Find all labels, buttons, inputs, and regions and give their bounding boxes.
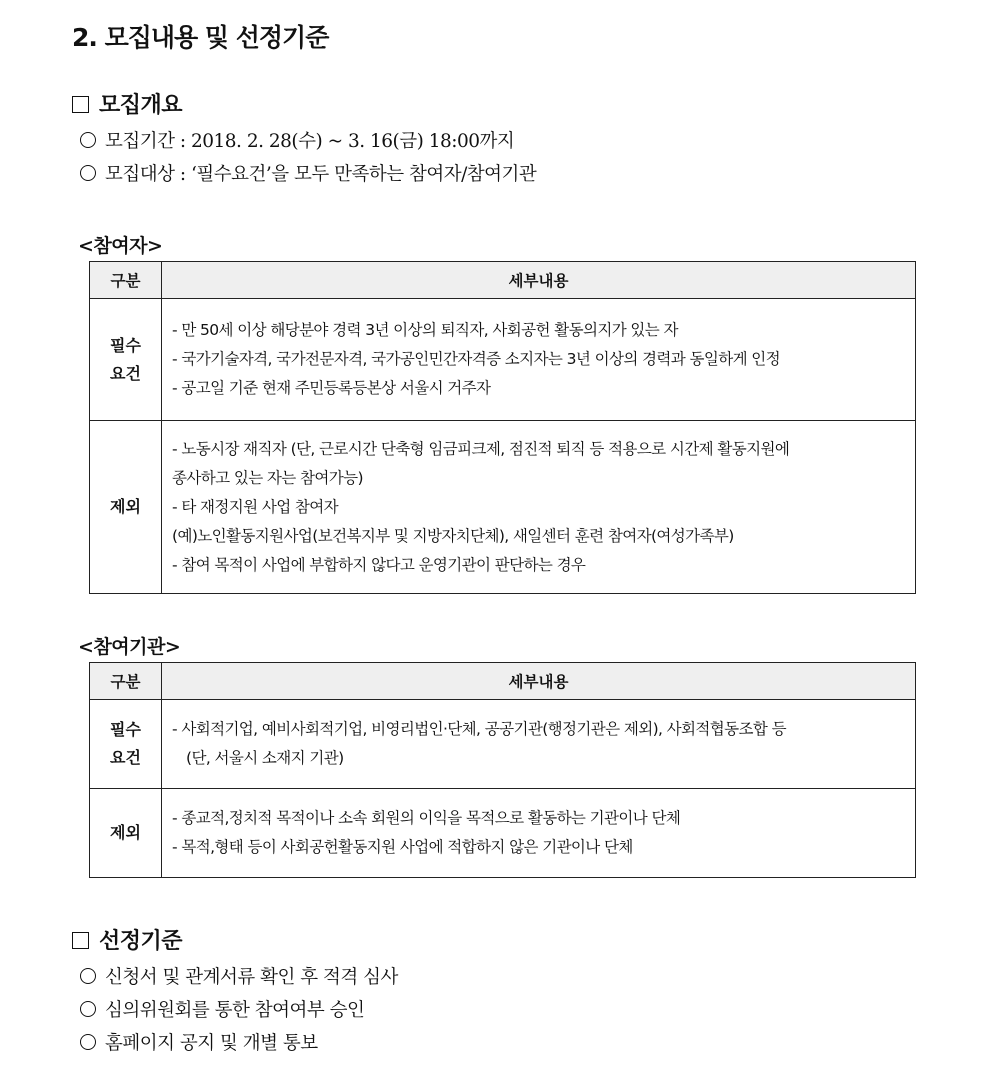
- overview-item: [80, 160, 536, 186]
- row-category: [90, 299, 162, 421]
- detail-line: - 국가기술자격, 국가전문자격, 국가공인민간자격증 소지자는 3년 이상의 경력과 동일하게 인정: [172, 350, 781, 368]
- detail-line: (예)노인활동지원사업(보건복지부 및 지방자치단체), 새일센터 훈련 참여자(여성가족부): [172, 526, 734, 545]
- selection-title: 선정기준: [99, 928, 183, 954]
- row-detail: [162, 789, 916, 878]
- recruit-target-text: 모집대상 : ‘필수요건’을 모두 만족하는 참여자/참여기관: [105, 164, 537, 185]
- row-detail: [162, 700, 916, 789]
- overview-title: 모집개요: [99, 92, 183, 118]
- circle-bullet-icon: [80, 132, 96, 148]
- selection-item-text: 홈페이지 공지 및 개별 통보: [105, 1033, 318, 1054]
- selection-item: [80, 996, 364, 1022]
- selection-item-text: 심의위원회를 통한 참여여부 승인: [105, 1000, 365, 1021]
- section-heading: 2. 모집내용 및 선정기준: [72, 23, 329, 52]
- recruit-period-text: 모집기간 : 2018. 2. 28(수) ~ 3. 16(금) 18:00까지: [105, 131, 515, 152]
- table-row: [90, 789, 916, 878]
- detail-line: - 만 50세 이상 해당분야 경력 3년 이상의 퇴직자, 사회공헌 활동의지가 있는 자: [172, 321, 678, 339]
- detail-line: - 종교적,정치적 목적이나 소속 회원의 이익을 목적으로 활동하는 기관이나 단체: [172, 809, 681, 827]
- category-text: 필수: [110, 720, 141, 739]
- row-category: [90, 421, 162, 594]
- table-row: [90, 299, 916, 421]
- circle-bullet-icon: [80, 1034, 96, 1050]
- table-row: [90, 700, 916, 789]
- overview-title-row: [72, 88, 182, 119]
- checkbox-square-icon: [72, 96, 89, 113]
- category-text: 요건: [110, 363, 141, 383]
- selection-item: [80, 963, 398, 989]
- column-header-detail: 세부내용: [162, 663, 916, 700]
- detail-line: - 사회적기업, 예비사회적기업, 비영리법인·단체, 공공기관(행정기관은 제외), 사회적협동조합 등: [172, 720, 786, 738]
- row-detail: [162, 299, 916, 421]
- overview-item: [80, 127, 514, 153]
- checkbox-square-icon: [72, 932, 89, 949]
- detail-line: - 참여 목적이 사업에 부합하지 않다고 운영기관이 판단하는 경우: [172, 555, 586, 574]
- circle-bullet-icon: [80, 968, 96, 984]
- row-detail: [162, 421, 916, 594]
- category-text: 제외: [110, 823, 141, 842]
- circle-bullet-icon: [80, 165, 96, 181]
- selection-item-text: 신청서 및 관계서류 확인 후 적격 심사: [105, 967, 398, 988]
- table-header-row: [90, 663, 916, 700]
- category-text: 제외: [110, 497, 141, 516]
- column-header-category: 구분: [90, 663, 162, 700]
- selection-title-row: [72, 924, 182, 955]
- detail-line: (단, 서울시 소재지 기관): [186, 749, 344, 767]
- institutions-table: [89, 662, 916, 878]
- detail-line: 종사하고 있는 자는 참여가능): [172, 468, 363, 487]
- category-text: 요건: [110, 748, 141, 767]
- circle-bullet-icon: [80, 1001, 96, 1017]
- row-category: [90, 789, 162, 878]
- participants-label: <참여자>: [78, 235, 163, 257]
- detail-line: - 타 재정지원 사업 참여자: [172, 497, 339, 516]
- detail-line: - 목적,형태 등이 사회공헌활동지원 사업에 적합하지 않은 기관이나 단체: [172, 838, 633, 856]
- category-text: 필수: [110, 335, 141, 355]
- selection-item: [80, 1029, 318, 1055]
- column-header-detail: 세부내용: [162, 262, 916, 299]
- institutions-label: <참여기관>: [78, 636, 181, 658]
- table-row: [90, 421, 916, 594]
- column-header-category: 구분: [90, 262, 162, 299]
- table-header-row: [90, 262, 916, 299]
- row-category: [90, 700, 162, 789]
- detail-line: - 공고일 기준 현재 주민등록등본상 서울시 거주자: [172, 379, 491, 397]
- detail-line: - 노동시장 재직자 (단, 근로시간 단축형 임금피크제, 점진적 퇴직 등 적용으로 시간제 활동지원에: [172, 439, 790, 458]
- participants-table: [89, 261, 916, 594]
